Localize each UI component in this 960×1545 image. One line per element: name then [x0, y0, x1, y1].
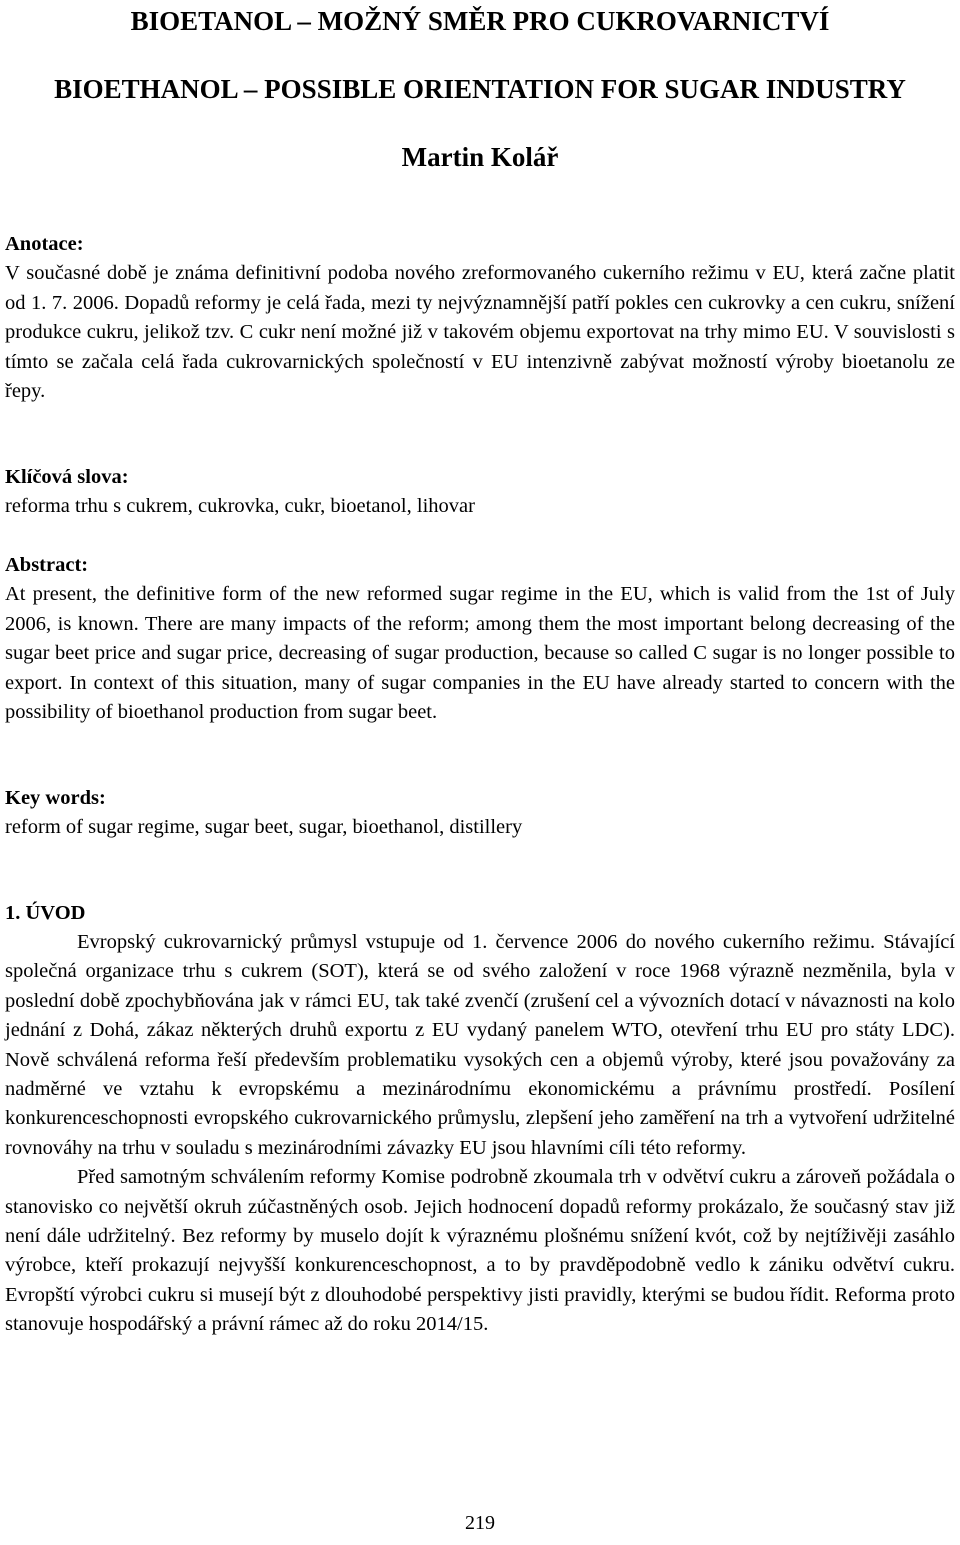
author-name: Martin Kolář — [401, 142, 559, 172]
annotation-section — [5, 230, 955, 406]
page-number: 219 — [465, 1512, 495, 1534]
keywords-en-section — [5, 784, 955, 843]
intro-paragraph: Evropský cukrovarnický průmysl vstupuje od 1. července 2006 do nového cukerního režimu. Stávající společná organizace trhu s cukrem (SOT), která se od svého založení v roce 1968 výrazně nezměnila, byla v poslední době zpochybňována jak v rámci EU, tak také zvenčí (zrušení cel a vývozních dotací v návaznosti na kolo jednání z Dohá, zákaz některých druhů exportu z EU vydaný panelem WTO, otevření trhu EU pro státy LDC). Nově schválená reforma řeší především problematiku vysokých cen a objemů výroby, které jsou považovány za nadměrné ve vztahu k evropskému a mezinárodnímu ekonomickému a právnímu prostředí. Posílení konkurenceschopnosti evropského cukrovarnického průmyslu, zlepšení jeho zaměření na trh a vytvoření udržitelné rovnováhy na trhu v souladu s mezinárodními závazky EU jsou hlavními cíli této reformy. — [5, 931, 955, 1159]
annotation-heading: Anotace: — [5, 233, 84, 255]
title-english: BIOETHANOL – POSSIBLE ORIENTATION FOR SUGAR INDUSTRY — [54, 74, 906, 104]
keywords-en-heading: Key words: — [5, 787, 106, 809]
section-heading-intro — [5, 899, 955, 928]
abstract-section — [5, 551, 955, 727]
intro-section — [5, 928, 955, 1340]
keywords-cz-text: reforma trhu s cukrem, cukrovka, cukr, bioetanol, lihovar — [5, 495, 475, 518]
keywords-en-text: reform of sugar regime, sugar beet, sugar, bioethanol, distillery — [5, 816, 523, 839]
keywords-cz-heading: Klíčová slova: — [5, 466, 129, 488]
abstract-heading: Abstract: — [5, 554, 89, 576]
abstract-text: At present, the definitive form of the new reformed sugar regime in the EU, which is valid from the 1st of July 2006, is known. There are many impacts of the reform; among them the most important belong decreasing of the sugar beet price and sugar price, decreasing of sugar production, because so called C sugar is no longer possible to export. In context of this situation, many of sugar companies in the EU have already started to concern with the possibility of bioethanol production from sugar beet. — [5, 583, 955, 724]
intro-paragraph: Před samotným schválením reformy Komise podrobně zkoumala trh v odvětví cukru a zároveň požádala o stanovisko co největší okruh zúčastněných osob. Jejich hodnocení dopadů reformy prokázalo, že současný stav již není dále udržitelný. Bez reformy by muselo dojít k výraznému plošnému snížení kvót, což by nejtíživěji zasáhlo výrobce, kteří prokazují nejvyšší konkurenceschopnost, a to by pravděpodobně vedlo k zániku odvětví cukru. Evropští výrobci cukru si musejí být z dlouhodobé perspektivy jisti pravidly, kterými se budou řídit. Reforma proto stanovuje hospodářský a právní rámec až do roku 2014/15. — [5, 1166, 955, 1336]
title-czech: BIOETANOL – MOŽNÝ SMĚR PRO CUKROVARNICTVÍ — [130, 6, 830, 36]
intro-heading: 1. ÚVOD — [5, 902, 86, 924]
annotation-text: V současné době je známa definitivní podoba nového zreformovaného cukerního režimu v EU, která začne platit od 1. 7. 2006. Dopadů reformy je celá řada, mezi ty nejvýznamnější patří pokles cen cukrovky a cen cukru, snížení produkce cukru, jelikož tzv. C cukr není možné již v takovém objemu exportovat na trhy mimo EU. V souvislosti s tímto se začala celá řada cukrovarnických společností v EU intenzivně zabývat možností výroby bioetanolu ze řepy. — [5, 262, 955, 403]
keywords-cz-section — [5, 463, 955, 522]
